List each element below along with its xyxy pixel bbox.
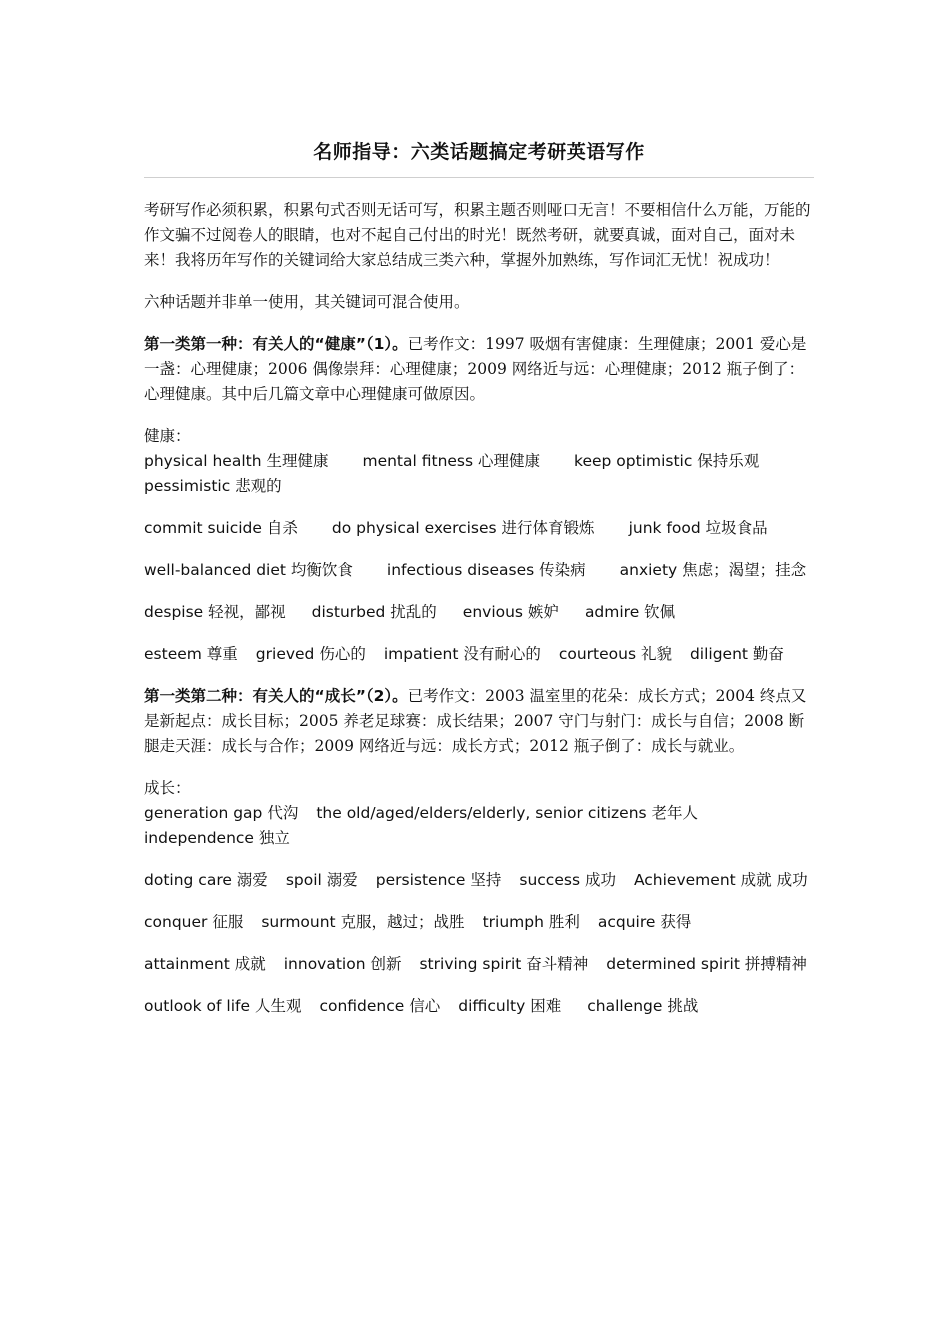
vocab-item: persistence 坚持 (375, 871, 502, 889)
vocab-item: do physical exercises 进行体育锻炼 (331, 519, 595, 537)
section-2-paragraph (144, 684, 814, 759)
vocab-item: junk food 垃圾食品 (628, 519, 768, 537)
vocab-item: independence 独立 (144, 829, 290, 847)
vocab-item: diligent 勤奋 (689, 645, 784, 663)
vocab-item: impatient 没有耐心的 (383, 645, 541, 663)
vocab-item: attainment 成就 (144, 955, 266, 973)
vocab-row (144, 600, 814, 625)
intro-paragraph: 考研写作必须积累，积累句式否则无话可写，积累主题否则哑口无言！不要相信什么万能，万能的作文骗不过阅卷人的眼睛，也对不起自己付出的时光！既然考研，就要真诚，面对自己，面对未来！我将历年写作的关键词给大家总结成三类六种，掌握外加熟练，写作词汇无忧！祝成功！ (144, 201, 811, 269)
vocab-item: striving spirit 奋斗精神 (419, 955, 589, 973)
vocab-row (144, 994, 814, 1019)
vocab-item: commit suicide 自杀 (144, 519, 298, 537)
vocab-item: courteous 礼貌 (558, 645, 672, 663)
vocab-item: physical health 生理健康 (144, 452, 329, 470)
document-title: 名师指导：六类话题搞定考研英语写作 (144, 140, 814, 178)
vocab-item: well-balanced diet 均衡饮食 (144, 561, 353, 579)
vocab-row (144, 868, 814, 893)
vocab-item: grieved 伤心的 (255, 645, 366, 663)
note-paragraph: 六种话题并非单一使用，其关键词可混合使用。 (144, 293, 470, 311)
vocab-item: admire 钦佩 (584, 603, 676, 621)
section-1-paragraph (144, 332, 814, 407)
document-page (144, 140, 814, 1019)
vocab-item: innovation 创新 (283, 955, 402, 973)
vocab-item: the old/aged/elders/elderly, senior citizens 老年人 (316, 804, 699, 822)
vocab-row (144, 449, 814, 499)
vocab-item: disturbed 扰乱的 (311, 603, 437, 621)
vocab-item: doting care 溺爱 (144, 871, 268, 889)
vocab-item: pessimistic 悲观的 (144, 477, 282, 495)
vocab-item: surmount 克服，越过；战胜 (261, 913, 465, 931)
vocab-item: despise 轻视，鄙视 (144, 603, 286, 621)
vocab-item: spoil 溺爱 (285, 871, 358, 889)
vocab-row (144, 952, 814, 977)
vocab-item: triumph 胜利 (482, 913, 580, 931)
vocab-item: difficulty 困难 (458, 997, 562, 1015)
vocab-item: anxiety 焦虑；渴望；挂念 (619, 561, 807, 579)
section-1-desc: 已考作文：1997 吸烟有害健康：生理健康；2001 爱心是一盏：心理健康；2006 偶像崇拜：心理健康；2009 网络近与远：心理健康；2012 瓶子倒了：心理健康。其中后几篇文章中心理健康可做原因。 (144, 335, 807, 403)
vocab-item: envious 嫉妒 (462, 603, 559, 621)
vocab-row (144, 642, 814, 667)
vocab-item: challenge 挑战 (587, 997, 699, 1015)
vocab-item: mental fitness 心理健康 (362, 452, 541, 470)
vocab-item: success 成功 (519, 871, 616, 889)
section-2-desc: 已考作文：2003 温室里的花朵：成长方式；2004 终点又是新起点：成长目标；2005 养老足球赛：成长结果；2007 守门与射门：成长与自信；2008 断腿走天涯：成长与合作；2009 网络近与远：成长方式；2012 瓶子倒了：成长与就业。 (144, 687, 807, 755)
section-1-label: 健康： (144, 427, 191, 445)
vocab-item: generation gap 代沟 (144, 804, 299, 822)
section-2-heading: 第一类第二种：有关人的“成长”（2）。 (144, 687, 408, 705)
vocab-item: determined spirit 拼搏精神 (606, 955, 807, 973)
vocab-item: acquire 获得 (597, 913, 692, 931)
vocab-row (144, 910, 814, 935)
vocab-item: confidence 信心 (319, 997, 441, 1015)
vocab-item: esteem 尊重 (144, 645, 238, 663)
vocab-item: Achievement 成就 成功 (633, 871, 808, 889)
vocab-row (144, 516, 814, 541)
vocab-row (144, 801, 814, 851)
vocab-row (144, 558, 814, 583)
vocab-item: conquer 征服 (144, 913, 244, 931)
section-2-label: 成长： (144, 779, 191, 797)
section-1-heading: 第一类第一种：有关人的“健康”（1）。 (144, 335, 408, 353)
vocab-item: infectious diseases 传染病 (386, 561, 586, 579)
vocab-item: outlook of life 人生观 (144, 997, 302, 1015)
vocab-item: keep optimistic 保持乐观 (574, 452, 760, 470)
